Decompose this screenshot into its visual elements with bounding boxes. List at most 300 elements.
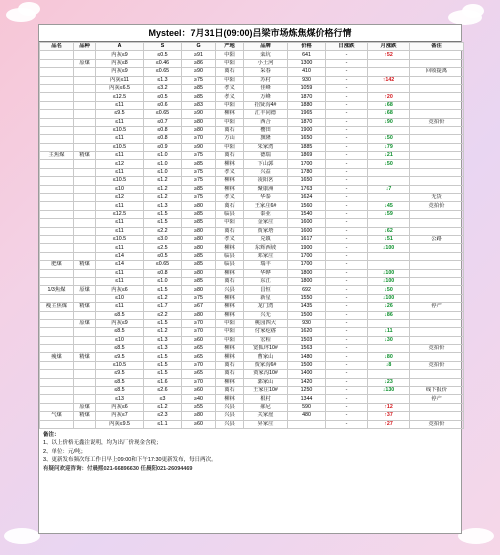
page-title: Mysteel：7月31日(09:00)吕梁市场炼焦煤价格行情	[39, 25, 461, 42]
table-cell	[368, 345, 410, 353]
table-cell	[40, 420, 74, 428]
table-cell	[40, 126, 74, 134]
table-row	[40, 84, 464, 92]
table-cell: 原煤	[74, 286, 96, 294]
table-cell: -	[326, 319, 368, 327]
table-cell: 苏村	[244, 76, 288, 84]
table-cell: -	[326, 219, 368, 227]
table-cell	[74, 101, 96, 109]
table-cell: 离石	[216, 152, 244, 160]
table-cell: ≥91	[182, 51, 216, 59]
table-cell: ≤11	[96, 168, 144, 176]
table-cell: 小土河	[244, 59, 288, 67]
table-cell: 内灰≤9	[96, 68, 144, 76]
table-cell: ≤0.8	[144, 135, 182, 143]
table-row	[40, 328, 464, 336]
note-item: 2、单位：元/吨；	[43, 448, 87, 455]
table-cell	[40, 252, 74, 260]
table-cell: ≥75	[182, 152, 216, 160]
table-cell: 离石	[216, 227, 244, 235]
table-cell: 汇丰同德	[244, 110, 288, 118]
table-row	[40, 194, 464, 202]
table-cell: ≤0.65	[144, 110, 182, 118]
table-cell	[410, 294, 464, 302]
table-cell: 1059	[288, 84, 326, 92]
table-cell: 华晔	[244, 269, 288, 277]
table-cell: ≥80	[182, 269, 216, 277]
table-row	[40, 319, 464, 327]
table-cell	[40, 194, 74, 202]
table-row	[40, 395, 464, 403]
table-cell: 临县	[216, 210, 244, 218]
table-cell	[40, 51, 74, 59]
table-cell	[40, 370, 74, 378]
table-cell: 柳林	[216, 395, 244, 403]
table-cell: ≥70	[182, 319, 216, 327]
table-cell	[410, 252, 464, 260]
table-cell: ≤1.0	[144, 277, 182, 285]
table-cell: 692	[288, 286, 326, 294]
table-cell	[40, 84, 74, 92]
table-cell: 竞拍价	[410, 202, 464, 210]
table-cell: ≤1.1	[144, 420, 182, 428]
table-cell: ↓130	[368, 387, 410, 395]
table-cell: ≤9.5	[96, 370, 144, 378]
table-cell: 1600	[288, 227, 326, 235]
table-row	[40, 294, 464, 302]
note-item: 1、以上价格无鑫注说明，均为出厂价现金含税；	[43, 440, 162, 447]
table-cell: ≥80	[182, 126, 216, 134]
table-cell: ≥90	[182, 68, 216, 76]
table-cell: 兑镇	[244, 235, 288, 243]
table-cell: 柳林	[216, 294, 244, 302]
table-cell	[40, 345, 74, 353]
table-cell: ↑52	[368, 51, 410, 59]
table-cell	[410, 59, 464, 67]
table-cell	[40, 395, 74, 403]
table-cell: 竞拍价	[410, 345, 464, 353]
table-cell: ≥75	[182, 168, 216, 176]
table-cell	[74, 118, 96, 126]
table-cell: ↓100	[368, 244, 410, 252]
table-cell	[410, 311, 464, 319]
table-cell	[74, 277, 96, 285]
table-cell: ≥65	[182, 370, 216, 378]
table-cell: 宏程	[244, 336, 288, 344]
table-cell: 曹家山	[244, 353, 288, 361]
table-cell: ≤10.5	[96, 126, 144, 134]
table-cell: -	[326, 84, 368, 92]
table-cell	[40, 378, 74, 386]
table-cell	[410, 143, 464, 151]
table-cell: ≥85	[182, 210, 216, 218]
table-cell: ≥55	[182, 403, 216, 411]
table-cell: 兴县	[216, 420, 244, 428]
table-cell: ≤9.5	[96, 353, 144, 361]
contact-line: 有疑问欢迎咨询：付晨熙021-66896630 任晨阳021-26094469	[43, 465, 193, 472]
cloud-decoration	[4, 528, 40, 544]
table-cell: ≤11	[96, 227, 144, 235]
table-row	[40, 135, 464, 143]
table-cell: 宽狐坪10#	[244, 345, 288, 353]
table-cell	[74, 378, 96, 386]
table-cell: ≤1.2	[144, 294, 182, 302]
table-cell	[40, 135, 74, 143]
table-cell: ≤0.8	[144, 269, 182, 277]
column-header: 产地	[216, 43, 244, 51]
table-cell	[410, 101, 464, 109]
table-cell: ≤0.46	[144, 59, 182, 67]
table-cell: 兴无	[244, 311, 288, 319]
table-cell: 樱田	[244, 126, 288, 134]
table-cell: ≥40	[182, 395, 216, 403]
table-cell: ≤8.5	[96, 311, 144, 319]
table-cell	[40, 59, 74, 67]
table-cell: 1650	[288, 177, 326, 185]
table-cell: -	[326, 244, 368, 252]
table-cell: -	[326, 387, 368, 395]
table-header-row	[40, 43, 464, 51]
table-cell: ≤11	[96, 219, 144, 227]
column-header: 品种	[74, 43, 96, 51]
table-cell: 柳林	[216, 345, 244, 353]
table-cell: -	[326, 177, 368, 185]
table-cell: ↓11	[368, 328, 410, 336]
table-cell: 内灰≤8	[96, 59, 144, 67]
table-cell: 中阳	[216, 76, 244, 84]
table-cell: 柳林	[216, 303, 244, 311]
table-row	[40, 235, 464, 243]
table-cell: 招贤沟4#	[244, 101, 288, 109]
table-cell: 线下报价	[410, 387, 464, 395]
table-cell	[368, 84, 410, 92]
table-cell	[74, 269, 96, 277]
table-cell: 480	[288, 412, 326, 420]
table-cell	[74, 160, 96, 168]
table-cell	[40, 76, 74, 84]
table-cell	[74, 244, 96, 252]
column-header: 日涨跌	[326, 43, 368, 51]
table-cell: ≤11	[96, 277, 144, 285]
table-row	[40, 76, 464, 84]
table-cell: -	[326, 403, 368, 411]
table-cell: 离石	[216, 370, 244, 378]
table-cell: -	[326, 336, 368, 344]
table-cell: ≥80	[182, 235, 216, 243]
table-row	[40, 311, 464, 319]
table-cell	[40, 68, 74, 76]
table-cell: 竞拍价	[410, 118, 464, 126]
table-cell	[74, 185, 96, 193]
table-cell: 内灰≤6	[96, 286, 144, 294]
table-cell: 昇家庄	[244, 420, 288, 428]
table-cell	[368, 59, 410, 67]
column-header: 价格	[288, 43, 326, 51]
table-cell: 贾家沟6#	[244, 361, 288, 369]
table-cell: 孝义	[216, 93, 244, 101]
table-cell: 1550	[288, 294, 326, 302]
table-cell: 1/3焦煤	[40, 286, 74, 294]
table-cell	[74, 345, 96, 353]
table-row	[40, 219, 464, 227]
table-cell: ≤0.5	[144, 93, 182, 101]
table-cell: -	[326, 303, 368, 311]
table-cell	[410, 160, 464, 168]
table-cell: ≥90	[182, 110, 216, 118]
table-cell: 瘦主焦煤	[40, 303, 74, 311]
table-cell: 1965	[288, 110, 326, 118]
table-cell	[74, 126, 96, 134]
column-header: A	[96, 43, 144, 51]
table-cell	[410, 319, 464, 327]
table-cell: ↑37	[368, 412, 410, 420]
table-cell	[74, 194, 96, 202]
table-cell: 聚康洲	[244, 185, 288, 193]
table-cell: ≤14	[96, 252, 144, 260]
table-cell: ≤1.2	[144, 194, 182, 202]
table-cell	[410, 336, 464, 344]
table-cell	[410, 135, 464, 143]
table-cell: 930	[288, 76, 326, 84]
table-row	[40, 252, 464, 260]
table-cell: 昌恒	[244, 286, 288, 294]
table-cell: ≤1.3	[144, 336, 182, 344]
table-cell: -	[326, 235, 368, 243]
table-cell	[410, 152, 464, 160]
table-cell: -	[326, 59, 368, 67]
table-cell	[74, 68, 96, 76]
table-cell: 西合	[244, 118, 288, 126]
table-cell: ≤8.5	[96, 378, 144, 386]
table-cell: 中阳	[216, 336, 244, 344]
table-cell: ↑27	[368, 420, 410, 428]
table-cell: -	[326, 118, 368, 126]
table-cell: ≥80	[182, 286, 216, 294]
table-cell: -	[326, 345, 368, 353]
table-cell: ≤1.5	[144, 286, 182, 294]
table-cell	[410, 110, 464, 118]
table-cell: ≤0.6	[144, 101, 182, 109]
table-cell: 精煤	[74, 412, 96, 420]
table-cell: -	[326, 210, 368, 218]
column-header: 备注	[410, 43, 464, 51]
table-cell: -	[326, 68, 368, 76]
column-header: 品牌	[244, 43, 288, 51]
table-cell	[410, 269, 464, 277]
table-cell: ≤10.5	[96, 143, 144, 151]
table-cell: ≥60	[182, 387, 216, 395]
table-cell	[368, 319, 410, 327]
table-cell: 1420	[288, 378, 326, 386]
table-cell: 中阳	[216, 328, 244, 336]
table-cell: ≥83	[182, 101, 216, 109]
table-cell: ↑12	[368, 403, 410, 411]
table-cell: 1480	[288, 353, 326, 361]
table-cell: ≤1.5	[144, 319, 182, 327]
table-cell: ≥75	[182, 177, 216, 185]
table-cell	[410, 93, 464, 101]
table-cell: ≥80	[182, 412, 216, 420]
table-cell	[410, 353, 464, 361]
table-row	[40, 277, 464, 285]
table-cell: ↓23	[368, 378, 410, 386]
table-cell	[410, 412, 464, 420]
table-cell: 中阳	[216, 118, 244, 126]
table-cell	[410, 261, 464, 269]
table-cell: 原煤	[74, 403, 96, 411]
table-row	[40, 244, 464, 252]
table-cell: ≥75	[182, 194, 216, 202]
table-cell: -	[326, 395, 368, 403]
table-cell: ≥65	[182, 353, 216, 361]
table-cell: 1540	[288, 210, 326, 218]
table-cell: -	[326, 353, 368, 361]
table-cell: ≤11	[96, 303, 144, 311]
table-cell	[40, 277, 74, 285]
table-cell	[40, 235, 74, 243]
table-cell: ↓50	[368, 160, 410, 168]
table-cell: 柳林	[216, 311, 244, 319]
table-cell	[410, 403, 464, 411]
table-row	[40, 110, 464, 118]
table-cell: ≥65	[182, 345, 216, 353]
table-cell: ≤1.2	[144, 185, 182, 193]
table-cell: ≤9.5	[96, 110, 144, 118]
table-cell: ≥60	[182, 420, 216, 428]
table-cell: 1435	[288, 303, 326, 311]
table-cell: ≤8.5	[96, 345, 144, 353]
table-cell	[410, 168, 464, 176]
table-cell: 柳林	[216, 110, 244, 118]
note-item: 3、更新发布频次每工作日早上09:00和下午17:30更新发布，每日两次。	[43, 457, 217, 464]
table-cell: ≤14	[96, 261, 144, 269]
table-row	[40, 51, 464, 59]
table-cell: -	[326, 143, 368, 151]
table-cell: 王家庄6#	[244, 202, 288, 210]
table-cell: ≥90	[182, 143, 216, 151]
table-cell: ≤11	[96, 244, 144, 252]
table-cell: 桃园四大	[244, 319, 288, 327]
table-cell: ≤3	[144, 395, 182, 403]
column-header: 月涨跌	[368, 43, 410, 51]
table-cell: -	[326, 227, 368, 235]
table-cell: ↓68	[368, 101, 410, 109]
table-cell: 瑞丰	[244, 261, 288, 269]
table-cell	[40, 168, 74, 176]
table-cell: ↑142	[368, 76, 410, 84]
table-cell: ≤8.5	[96, 328, 144, 336]
table-row	[40, 168, 464, 176]
table-cell	[74, 110, 96, 118]
table-cell: 万峰	[244, 93, 288, 101]
table-row	[40, 227, 464, 235]
table-cell: -	[326, 420, 368, 428]
table-cell: 孝义	[216, 194, 244, 202]
table-cell: 下山郭	[244, 160, 288, 168]
table-cell: -	[326, 311, 368, 319]
table-cell: -	[326, 328, 368, 336]
table-cell	[40, 387, 74, 395]
table-cell	[368, 370, 410, 378]
table-cell: 1500	[288, 311, 326, 319]
table-cell: -	[326, 76, 368, 84]
table-cell: ≤1.0	[144, 152, 182, 160]
table-cell: ≤11	[96, 152, 144, 160]
table-cell: 1503	[288, 336, 326, 344]
cloud-decoration	[18, 2, 40, 16]
table-cell: ≥70	[182, 361, 216, 369]
table-cell	[74, 84, 96, 92]
table-cell: -	[326, 286, 368, 294]
table-cell: -	[326, 202, 368, 210]
table-cell: -	[326, 93, 368, 101]
table-cell: ↓90	[368, 118, 410, 126]
table-cell: -	[326, 252, 368, 260]
table-cell	[368, 68, 410, 76]
table-cell: ≤1.3	[144, 76, 182, 84]
table-cell: ≥85	[182, 261, 216, 269]
table-cell: ↓21	[368, 152, 410, 160]
table-cell: ≤1.5	[144, 219, 182, 227]
table-cell: 付家疙瘩	[244, 328, 288, 336]
table-row	[40, 286, 464, 294]
table-cell: 柳林	[216, 269, 244, 277]
table-cell: ≤1.5	[144, 210, 182, 218]
table-cell: ≤8.5	[96, 387, 144, 395]
table-cell: 410	[288, 68, 326, 76]
table-cell: 贾家塔	[244, 227, 288, 235]
table-cell: 王家庄10#	[244, 387, 288, 395]
table-cell: 公路	[410, 235, 464, 243]
table-cell: ≤12.5	[96, 210, 144, 218]
table-cell: 1780	[288, 168, 326, 176]
table-cell: 1300	[288, 59, 326, 67]
table-cell: 停产	[410, 395, 464, 403]
table-cell	[40, 403, 74, 411]
table-cell: ≤10	[96, 185, 144, 193]
table-cell: 590	[288, 403, 326, 411]
table-cell: ≤1.5	[144, 370, 182, 378]
table-cell: ≤0.5	[144, 252, 182, 260]
table-cell: 1620	[288, 328, 326, 336]
table-cell: ≥85	[182, 160, 216, 168]
table-cell: 孝义	[216, 168, 244, 176]
table-row	[40, 143, 464, 151]
table-cell: 龙门湾	[244, 303, 288, 311]
table-cell: 柳林	[216, 177, 244, 185]
table-row	[40, 93, 464, 101]
table-cell: ≥75	[182, 76, 216, 84]
table-cell: 1700	[288, 160, 326, 168]
table-cell: ≤10	[96, 294, 144, 302]
table-cell	[40, 101, 74, 109]
table-cell: 精煤	[74, 353, 96, 361]
table-cell: 1560	[288, 202, 326, 210]
table-cell: ≤0.65	[144, 68, 182, 76]
table-row	[40, 202, 464, 210]
table-cell: ≤1.2	[144, 177, 182, 185]
table-cell: ≥80	[182, 118, 216, 126]
table-cell	[40, 110, 74, 118]
table-cell: ≤0.8	[144, 126, 182, 134]
table-cell	[410, 244, 464, 252]
table-cell: ≥80	[182, 202, 216, 210]
table-cell: ≥85	[182, 219, 216, 227]
table-cell	[74, 76, 96, 84]
table-cell: 1624	[288, 194, 326, 202]
table-cell: ≤11	[96, 118, 144, 126]
table-cell: 1800	[288, 277, 326, 285]
